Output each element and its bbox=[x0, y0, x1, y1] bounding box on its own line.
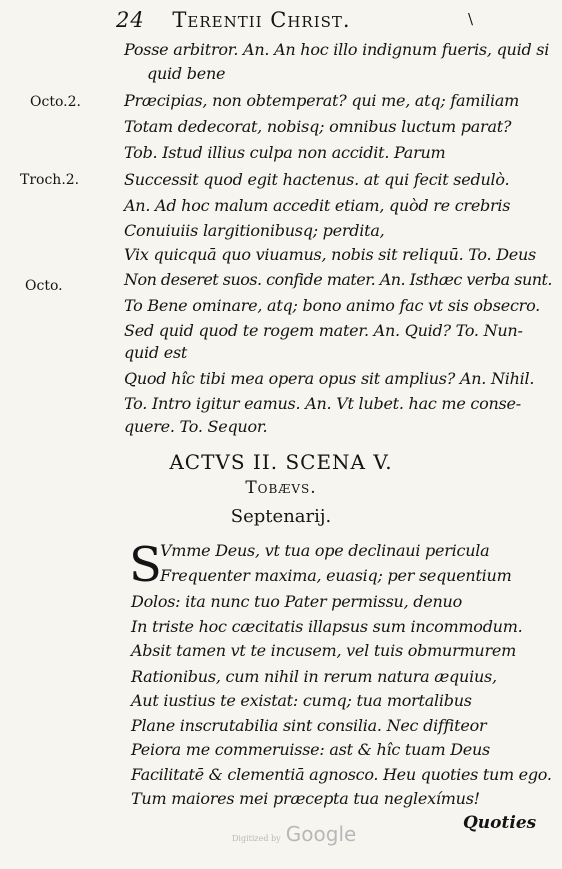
verse-line: Facilitatē & clementiā agnosco. Heu quoties tum ego. bbox=[131, 765, 552, 784]
printer-mark: \ bbox=[468, 10, 474, 28]
verse-line: Dolos: ita nunc tuo Pater permissu, denuo bbox=[131, 592, 462, 611]
verse-line: Successit quod egit hactenus. at qui fecit sedulò. bbox=[124, 170, 510, 189]
watermark-prefix: Digitized by bbox=[232, 834, 281, 843]
digitization-watermark bbox=[232, 822, 356, 846]
margin-note: Octo. bbox=[25, 278, 63, 294]
running-title: Terentii Christ. bbox=[172, 8, 351, 32]
verse-line: Plane inscrutabilia sint consilia. Nec diffiteor bbox=[131, 716, 487, 735]
verse-line: Sed quid quod te rogem mater. An. Quid? To. Nun- bbox=[124, 321, 523, 340]
verse-line: Aut iustius te existat: cumq; tua mortalibus bbox=[131, 691, 472, 710]
verse-line: Quod hîc tibi mea opera opus sit amplius? An. Nihil. bbox=[124, 369, 535, 388]
meter-label: Septenarij. bbox=[230, 506, 332, 527]
verse-line: Non deseret suos. confide mater. An. Isthæc verba sunt. bbox=[124, 270, 552, 289]
speaker-name: Tobævs. bbox=[245, 478, 317, 498]
verse-line: Conuiuiis largitionibusq; perdita, bbox=[124, 221, 385, 240]
verse-line: Tob. Istud illius culpa non accidit. Parum bbox=[124, 143, 446, 162]
watermark-logo: Google bbox=[285, 822, 357, 846]
verse-line: Præcipias, non obtemperat? qui me, atq; familiam bbox=[124, 91, 520, 110]
verse-line: Vix quicquā quo viuamus, nobis sit reliquū. To. Deus bbox=[124, 245, 536, 264]
verse-line: An. Ad hoc malum accedit etiam, quòd re crebris bbox=[124, 196, 511, 215]
verse-line: To Bene ominare, atq; bono animo fac vt sis obsecro. bbox=[124, 296, 541, 315]
verse-line: Vmme Deus, vt tua ope declinaui pericula bbox=[160, 541, 490, 560]
verse-line: Tum maiores mei præcepta tua neglexímus! bbox=[131, 789, 480, 808]
margin-note: Octo.2. bbox=[30, 94, 81, 110]
catchword: Quoties bbox=[463, 813, 537, 833]
verse-line: Totam dedecorat, nobisq; omnibus luctum parat? bbox=[124, 117, 512, 136]
verse-line: Posse arbitror. An. An hoc illo indignum fueris, quid si bbox=[124, 40, 550, 59]
drop-cap: S bbox=[129, 537, 162, 593]
verse-line: quid est bbox=[124, 343, 188, 362]
verse-line: Peiora me commeruisse: ast & hîc tuam Deus bbox=[131, 740, 491, 759]
running-header bbox=[116, 8, 351, 32]
verse-line: Absit tamen vt te incusem, vel tuis obmurmurem bbox=[131, 641, 517, 660]
verse-line: To. Intro igitur eamus. An. Vt lubet. hac me conse- bbox=[124, 394, 521, 413]
verse-line: quid bene bbox=[147, 64, 226, 83]
margin-note: Troch.2. bbox=[20, 172, 80, 188]
verse-line: In triste hoc cæcitatis illapsus sum incommodum. bbox=[131, 617, 523, 636]
scene-heading: ACTVS II. SCENA V. bbox=[169, 450, 393, 474]
verse-line: quere. To. Sequor. bbox=[124, 417, 268, 436]
verse-line: Frequenter maxima, euasiq; per sequentium bbox=[160, 566, 512, 585]
verse-line: Rationibus, cum nihil in rerum natura æquius, bbox=[131, 667, 497, 686]
page-number: 24 bbox=[116, 8, 145, 32]
